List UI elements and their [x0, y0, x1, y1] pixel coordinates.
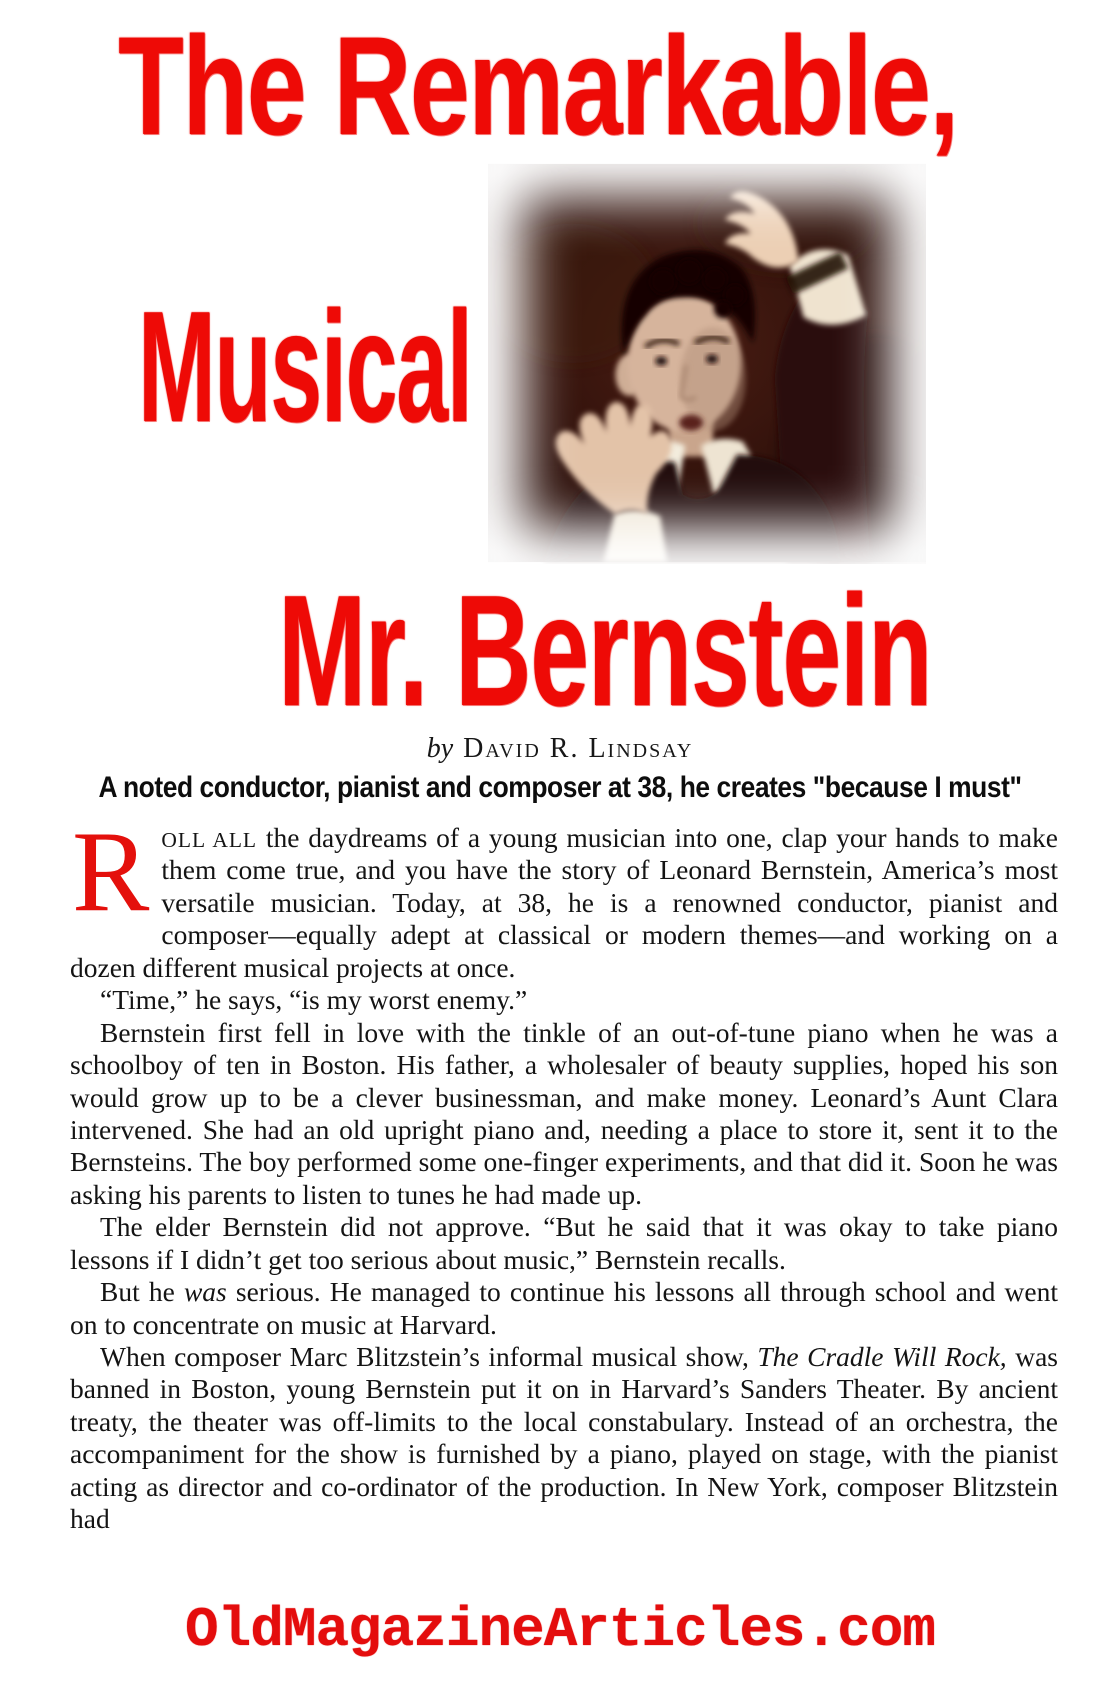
paragraph-text: serious. He managed to continue his lessons all through school and went on to concentrate on music at Harvard. [70, 1276, 1058, 1340]
paragraph-1 [70, 808, 1058, 984]
lead-in: OLL ALL [161, 828, 258, 852]
deck-subtitle: A noted conductor, pianist and composer at 38, he creates "because I must" [98, 771, 1022, 804]
bernstein-photo [488, 162, 926, 564]
drop-cap: R [72, 808, 150, 936]
bernstein-photo-illustration [488, 162, 926, 564]
paragraph-text: When composer Marc Blitzstein’s informal musical show, [100, 1341, 758, 1372]
paragraph-text: But he [100, 1276, 184, 1308]
byline-author: David R. Lindsay [463, 733, 694, 764]
article-body [70, 808, 1058, 1536]
italic-show-title: The Cradle Will Rock, [757, 1341, 1007, 1372]
title-line-2: Musical [138, 279, 472, 455]
paragraph-4: The elder Bernstein did not approve. “But he said that it was okay to take piano lessons if I didn’t get too serious about music,” Bernstein recalls. [70, 1211, 1058, 1275]
paragraph-2: “Time,” he says, “is my worst enemy.” [100, 984, 528, 1016]
title-line-1: The Remarkable, [118, 7, 958, 164]
paragraph-3: Bernstein first fell in love with the tinkle of an out-of-tune piano when he was a schoolboy of ten in Boston. His father, a wholesaler of beauty supplies, hoped his son would grow up to be a clever businessman, and make money. Leonard’s Aunt Clara intervened. She had an old upright piano and, needing a place to store it, sent it to the Bernsteins. The boy performed some one-finger experiments, and that did it. Soon he was asking his parents to listen to tunes he had made up. [70, 1016, 1058, 1210]
byline-prefix: by [426, 733, 454, 764]
italic-word: was [183, 1276, 227, 1308]
paragraph-5 [70, 1276, 1058, 1341]
footer-watermark: OldMagazineArticles.com [185, 1598, 935, 1662]
paragraph-text: was banned in Boston, young Bernstein put it on in Harvard’s Sanders Theater. By ancient treaty, the theater was off-limits to the local constabulary. Instead of an orchestra, the accompaniment for the show is furnished by a piano, played on stage, with the pianist acting as director and co-ordinator of the production. In New York, composer Blitzstein had [70, 1341, 1058, 1535]
paragraph-text: the daydreams of a young musician into one, clap your hands to make them come true, and you have the story of Leonard Bernstein, America’s most versatile musician. Today, at 38, he is a renowned conductor, pianist and composer—equally adept at classical or modern themes—and working on a dozen different musical projects at once. [70, 822, 1058, 983]
title-line-3: Mr. Bernstein [278, 563, 932, 739]
byline [0, 733, 1120, 765]
paragraph-6 [70, 1341, 1058, 1536]
